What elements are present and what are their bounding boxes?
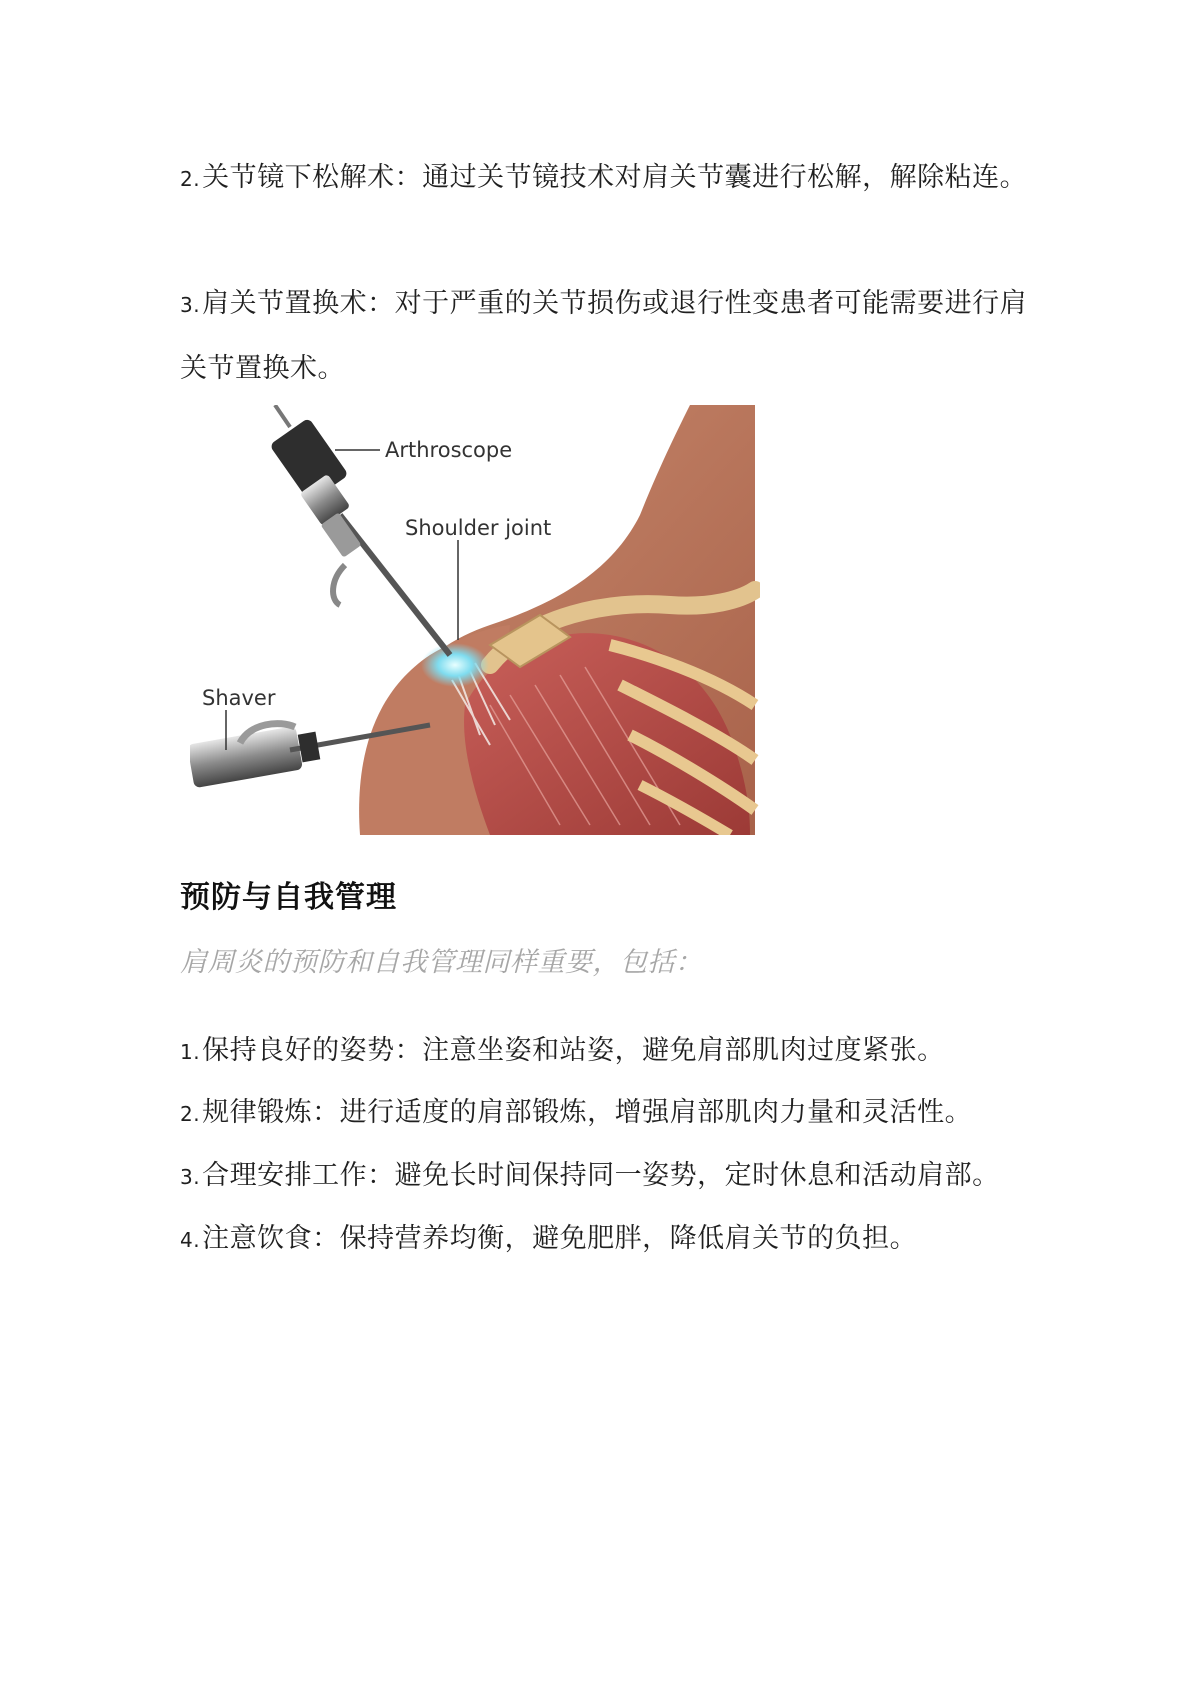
item-number: 1. xyxy=(180,1040,201,1064)
prevention-item-1 xyxy=(180,1028,1080,1067)
item-number: 3. xyxy=(180,1165,201,1189)
prevention-item-3 xyxy=(180,1153,1080,1192)
section-heading: 预防与自我管理 xyxy=(180,880,397,915)
label-shoulder-joint: Shoulder joint xyxy=(405,516,552,540)
treatment-text: 肩关节置换术：对于严重的关节损伤或退行性变患者可能需要进行肩关节置换术。 xyxy=(180,288,1028,384)
joint-highlight xyxy=(421,643,489,687)
treatment-number: 3. xyxy=(180,293,201,317)
treatment-item-3 xyxy=(180,272,1040,401)
label-shaver: Shaver xyxy=(202,686,276,710)
prevention-item-4 xyxy=(180,1216,1080,1255)
item-text: 注意饮食：保持营养均衡，避免肥胖，降低肩关节的负担。 xyxy=(202,1223,918,1254)
item-text: 合理安排工作：避免长时间保持同一姿势，定时休息和活动肩部。 xyxy=(202,1160,1000,1191)
item-number: 4. xyxy=(180,1228,201,1252)
arthroscopy-illustration xyxy=(190,405,760,835)
item-text: 保持良好的姿势：注意坐姿和站姿，避免肩部肌肉过度紧张。 xyxy=(202,1035,945,1066)
treatment-item-2 xyxy=(180,146,1040,211)
item-number: 2. xyxy=(180,1102,201,1126)
treatment-text: 关节镜下松解术：通过关节镜技术对肩关节囊进行松解，解除粘连。 xyxy=(202,162,1028,193)
label-arthroscope: Arthroscope xyxy=(385,438,513,462)
treatment-number: 2. xyxy=(180,167,201,191)
prevention-item-2 xyxy=(180,1090,1080,1129)
item-text: 规律锻炼：进行适度的肩部锻炼，增强肩部肌肉力量和灵活性。 xyxy=(202,1097,973,1128)
section-intro: 肩周炎的预防和自我管理同样重要，包括： xyxy=(180,947,703,978)
